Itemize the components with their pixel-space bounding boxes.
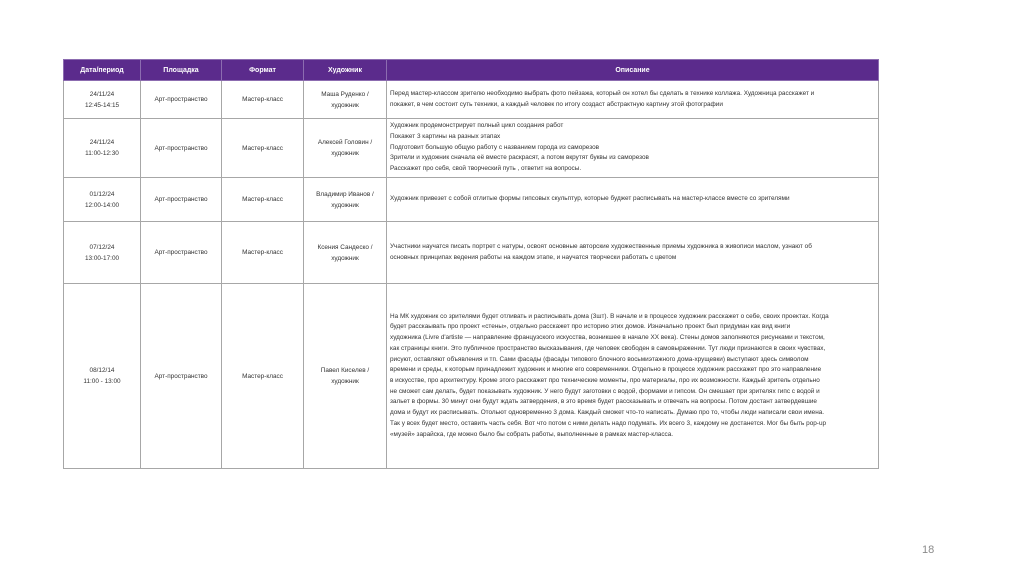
table-row bbox=[64, 81, 879, 119]
cell-date bbox=[64, 119, 141, 178]
cell-venue: Арт-пространство bbox=[141, 284, 222, 469]
cell-date bbox=[64, 284, 141, 469]
cell-description bbox=[387, 81, 879, 119]
artist-name: Ксения Сандеско / bbox=[317, 243, 373, 251]
artist-role: художник bbox=[331, 150, 359, 157]
description-line: На МК художник со зрителями будет отливать и расписывать дома (3шт). В начале и в процессе художник расскажет о себе, своих проектах. Когда bbox=[390, 312, 829, 320]
artist-role: художник bbox=[331, 101, 359, 109]
artist-name: Алексей Головин / bbox=[317, 139, 373, 146]
date-value: 24/11/24 bbox=[89, 90, 115, 98]
table-header-row bbox=[64, 60, 879, 81]
header-format: Формат bbox=[222, 60, 304, 81]
cell-format: Мастер-класс bbox=[222, 222, 304, 284]
cell-description bbox=[387, 178, 879, 222]
description-line: времени и среды, к которым принадлежит художник и многие его современники. Отдельно в процессе художник расскажет про это направление bbox=[390, 366, 822, 374]
cell-format: Мастер-класс bbox=[222, 119, 304, 178]
cell-date bbox=[64, 222, 141, 284]
time-value: 13:00-17:00 bbox=[84, 254, 120, 262]
date-value: 08/12/14 bbox=[89, 367, 115, 374]
cell-venue: Арт-пространство bbox=[141, 178, 222, 222]
cell-venue: Арт-пространство bbox=[141, 119, 222, 178]
schedule-table bbox=[63, 59, 879, 469]
cell-venue: Арт-пространство bbox=[141, 222, 222, 284]
table-row bbox=[64, 178, 879, 222]
description-line: художника (Livre d'artiste — направление французского искусства, возникшее в начале XX века). Стены домов заполняются рисунками и текстом, bbox=[390, 334, 825, 342]
artist-role: художник bbox=[331, 201, 359, 209]
description-line: не сможет сам делать, будет показывать художник. У него будут заготовки с водой, формами и гипсом. Он смешает при зрителях гипс с водой и bbox=[390, 387, 820, 395]
description-line: Художник привезет с собой отлитые формы гипсовых скульптур, которые буджет расписывать на мастер-классе вместе со зрителями bbox=[390, 195, 790, 203]
page-number: 18 bbox=[922, 544, 935, 556]
artist-role: художник bbox=[331, 378, 359, 385]
table-row bbox=[64, 119, 879, 178]
table-row bbox=[64, 284, 879, 469]
cell-artist bbox=[304, 119, 387, 178]
cell-venue: Арт-пространство bbox=[141, 81, 222, 119]
description-line: Подготовит большую общую работу с названием города из саморезов bbox=[390, 143, 600, 151]
table-row bbox=[64, 222, 879, 284]
cell-format: Мастер-класс bbox=[222, 178, 304, 222]
description-line: основных принципах ведения работы на каждом этапе, и научатся творчески работать с цветом bbox=[390, 253, 677, 261]
time-value: 11:00 - 13:00 bbox=[83, 378, 121, 385]
header-venue: Площадка bbox=[141, 60, 222, 81]
cell-artist bbox=[304, 284, 387, 469]
cell-description bbox=[387, 284, 879, 469]
description-line: Расскажет про себя, свой творческий путь , ответит на вопросы. bbox=[390, 165, 582, 173]
header-description: Описание bbox=[387, 60, 879, 81]
header-artist: Художник bbox=[304, 60, 387, 81]
description-line: Так у всех будет место, оставить часть себя. Вот что потом с ними делать надо подумать. Их всего 3, каждому не достанется. Мог бы быть pop-up bbox=[390, 419, 827, 427]
cell-artist bbox=[304, 81, 387, 119]
description-line: зальет в формы. 30 минут они будут ждать затвердения, в это время будет рассказывать и отвечать на вопросы. Потом достант затвердевшие bbox=[390, 398, 817, 406]
header-date: Дата/период bbox=[64, 60, 141, 81]
cell-description bbox=[387, 119, 879, 178]
description-line: Участники научатся писать портрет с натуры, освоят основные авторские художественные приемы художника в живописи маслом, узнают об bbox=[390, 242, 812, 250]
description-line: рисуют, оставляют объявления и тп. Сами фасады (фасады типового блочного восьмиэтажного дома-хрущевки) выступают здесь символом bbox=[390, 355, 809, 363]
time-value: 11:00-12:30 bbox=[85, 150, 119, 157]
time-value: 12:45-14:15 bbox=[84, 101, 120, 109]
description-line: «музей» зарайска, где можно было бы собрать работы, выполненные в рамках мастер-класса. bbox=[390, 430, 674, 438]
date-value: 24/11/24 bbox=[89, 139, 115, 146]
cell-format: Мастер-класс bbox=[222, 81, 304, 119]
date-value: 01/12/24 bbox=[89, 190, 115, 198]
cell-date bbox=[64, 178, 141, 222]
description-line: Перед мастер-классом зрителю необходимо выбрать фото пейзажа, который он хотел бы сделать в технике коллажа. Художница расскажет и bbox=[390, 89, 815, 97]
cell-date bbox=[64, 81, 141, 119]
description-line: в искусстве, про архитектуру. Кроме этого расскажет про технические моменты, про материалы, про их возможности. Каждый зритель отдельно bbox=[390, 377, 820, 384]
time-value: 12:00-14:00 bbox=[84, 201, 120, 209]
cell-format: Мастер-класс bbox=[222, 284, 304, 469]
description-line: дома и будут их расписывать. Отольют одновременно 3 дома. Каждый сможет что-то написать. Думаю про то, чтобы люди написали свои имена. bbox=[390, 409, 825, 417]
artist-name: Владимир Иванов / bbox=[316, 190, 374, 198]
cell-artist bbox=[304, 222, 387, 284]
description-line: Покажет 3 картины на разных этапах bbox=[390, 132, 501, 140]
description-line: Зрители и художник сначала её вместе раскрасят, а потом вкрутят буквы из саморезов bbox=[390, 154, 649, 162]
date-value: 07/12/24 bbox=[89, 243, 115, 251]
cell-description bbox=[387, 222, 879, 284]
artist-name: Павел Киселев / bbox=[320, 367, 370, 374]
description-line: покажет, в чем состоит суть техники, а каждый человек по итогу создаст абстрактную картину этой фотографии bbox=[390, 100, 723, 108]
description-line: Художник продемонстрирует полный цикл создания работ bbox=[390, 122, 564, 130]
artist-role: художник bbox=[331, 254, 359, 262]
cell-artist bbox=[304, 178, 387, 222]
description-line: будет расскаывать про проект «стены», отдельно расскажет про историю этих домов. Изначально проект был придуман как вид книги bbox=[390, 323, 791, 331]
artist-name: Маша Руденко / bbox=[321, 90, 369, 98]
description-line: как страницы книги. Это публичное пространство высказывания, где человек свободен в самовыражении. Тут люди признаются в своих чувствах, bbox=[390, 344, 826, 352]
